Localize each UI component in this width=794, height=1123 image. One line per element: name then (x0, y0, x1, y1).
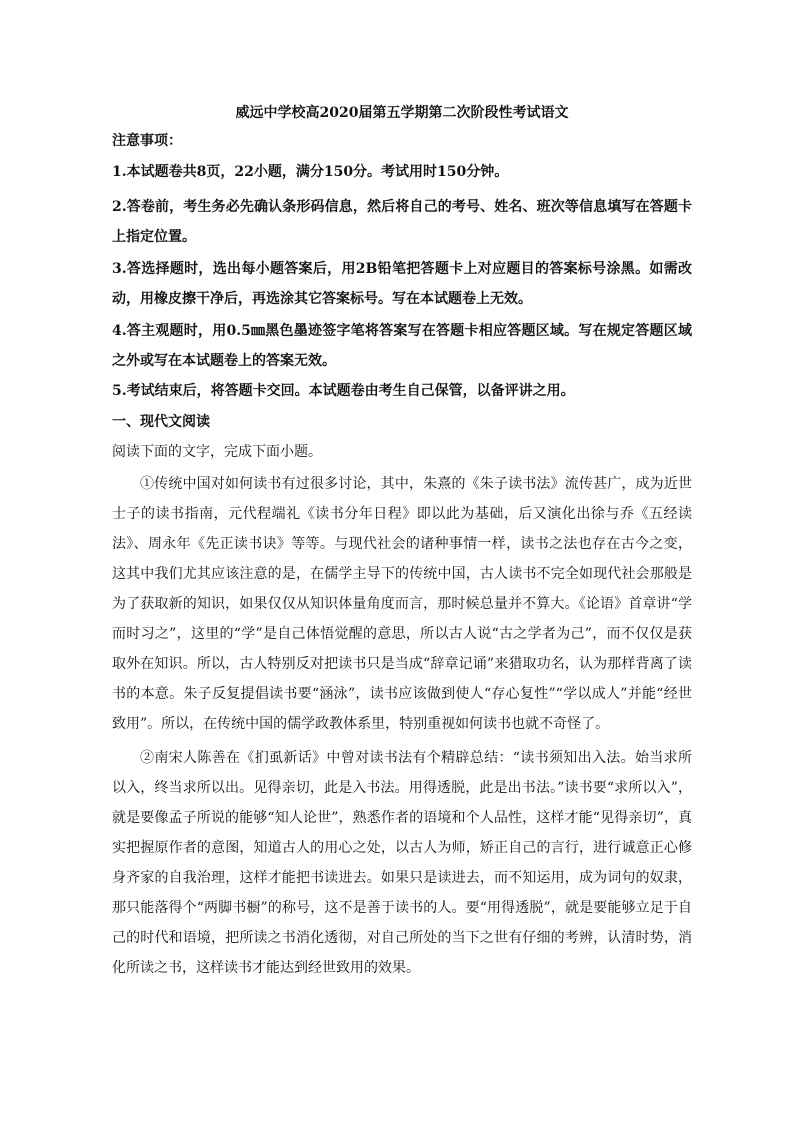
notice-item-5: 5.考试结束后，将答题卡交回。本试题卷由考生自己保管，以备评讲之用。 (112, 383, 575, 399)
notice-item-2-text: 2.答卷前，考生务必先确认条形码信息，然后将自己的考号、姓名、班次等信息填写在答题卡上指定位置。 (112, 199, 692, 245)
exam-title: 威远中学校高2020届第五学期第二次阶段性考试语文 (235, 105, 569, 121)
notice-heading: 注意事项： (112, 133, 182, 149)
notice-item-3 (112, 254, 692, 314)
exam-page (112, 92, 692, 983)
passage-paragraph-1: ①传统中国对如何读书有过很多讨论，其中，朱熹的《朱子读书法》流传甚广，成为近世士子的读书指南，元代程端礼《读书分年日程》即以此为基础，后又演化出徐与乔《五经读法》、周永年《先正读书诀》等等。与现代社会的诸种事情一样，读书之法也存在古今之变，这其中我们尤其应该注意的是，在儒学主导下的传统中国，古人读书不完全如现代社会那般是为了获取新的知识，如果仅仅从知识体量角度而言，那时候总量并不算大。《论语》首章讲“学而时习之”，这里的“学”是自己体悟觉醒的意思，所以古人说“古之学者为己”，而不仅仅是获取外在知识。所以，古人特别反对把读书只是当成“辞章记诵”来猎取功名，认为那样背离了读书的本意。朱子反复提倡读书要“涵泳”，读书应该做到使人“存心复性”“学以成人”并能“经世致用”。所以，在传统中国的儒学政教体系里，特别重视如何读书也就不奇怪了。 (112, 476, 692, 732)
notice-item-1: 1.本试题卷共8页，22小题，满分150分。考试用时150分钟。 (112, 164, 509, 180)
section-heading: 一、现代文阅读 (112, 414, 210, 430)
reading-instruction: 阅读下面的文字，完成下面小题。 (112, 444, 322, 460)
reading-passage (112, 469, 692, 983)
notice-item-3-text: 3.答选择题时，选出每小题答案后，用2B铅笔把答题卡上对应题目的答案标号涂黑。如需改动，用橡皮擦干净后，再选涂其它答案标号。写在本试题卷上无效。 (112, 261, 692, 307)
passage-paragraph-2: ②南宋人陈善在《扪虱新话》中曾对读书法有个精辟总结：“读书须知出入法。始当求所以入，终当求所以出。见得亲切，此是入书法。用得透脱，此是出书法。”读书要“求所以入”，就是要像孟子所说的能够“知人论世”，熟悉作者的语境和个人品性，这样才能“见得亲切”，真实把握原作者的意图，知道古人的用心之处，以古人为师，矫正自己的言行，进行诚意正心修身齐家的自我治理，这样才能把书读进去。如果只是读进去，而不知运用，成为词句的奴隶，那只能落得个“两脚书橱”的称号，这不是善于读书的人。要“用得透脱”，就是要能够立足于自己的时代和语境，把所读之书消化透彻，对自己所处的当下之世有仔细的考辨，认清时势，消化所读之书，这样读书才能达到经世致用的效果。 (112, 750, 692, 976)
notice-item-4 (112, 316, 692, 376)
notice-item-4-text: 4.答主观题时，用0.5㎜黑色墨迹签字笔将答案写在答题卡相应答题区域。写在规定答题区域之外或写在本试题卷上的答案无效。 (112, 323, 692, 369)
notice-list (112, 161, 692, 402)
notice-item-2 (112, 192, 692, 252)
